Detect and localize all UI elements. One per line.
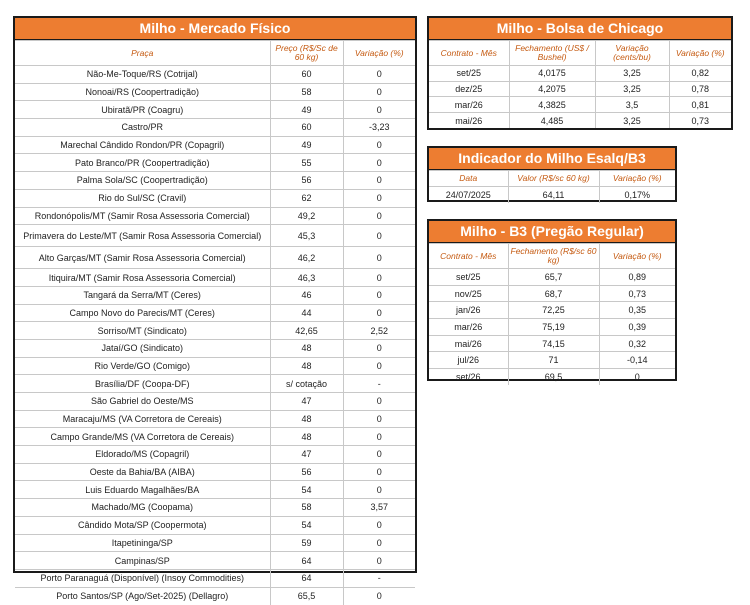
variacao-cell: 0,35: [599, 302, 675, 319]
preco-cell: 44: [270, 304, 343, 322]
bolsa-chicago-table: [427, 16, 733, 130]
contrato-cell: mar/26: [429, 319, 508, 336]
preco-cell: 56: [270, 463, 343, 481]
praca-cell: Pato Branco/PR (Coopertradição): [15, 154, 270, 172]
variacao-cents-cell: 3,25: [595, 81, 669, 97]
preco-cell: 60: [270, 66, 343, 84]
praca-cell: Brasília/DF (Coopa-DF): [15, 375, 270, 393]
contrato-cell: mai/26: [429, 113, 509, 129]
praca-cell: Sorriso/MT (Sindicato): [15, 322, 270, 340]
preco-cell: 46: [270, 286, 343, 304]
variacao-cell: 0: [343, 136, 415, 154]
variacao-pct-cell: 0,78: [669, 81, 731, 97]
variacao-cell: 0: [343, 446, 415, 464]
preco-cell: 65,5: [270, 587, 343, 605]
table-row: [15, 119, 415, 137]
fechamento-cell: 68,7: [508, 285, 599, 302]
preco-cell: 49: [270, 136, 343, 154]
fechamento-cell: 4,3825: [509, 97, 595, 113]
praca-cell: Oeste da Bahia/BA (AIBA): [15, 463, 270, 481]
header-variacao: Variação (%): [599, 244, 675, 269]
contrato-cell: dez/25: [429, 81, 509, 97]
fechamento-cell: 4,485: [509, 113, 595, 129]
fechamento-cell: 4,2075: [509, 81, 595, 97]
variacao-cell: 0,73: [599, 285, 675, 302]
variacao-cell: 2,52: [343, 322, 415, 340]
praca-cell: Rio Verde/GO (Comigo): [15, 357, 270, 375]
header-row: [15, 41, 415, 66]
praca-cell: Não-Me-Toque/RS (Cotrijal): [15, 66, 270, 84]
preco-cell: 46,3: [270, 269, 343, 287]
table-row: [15, 499, 415, 517]
praca-cell: Jataí/GO (Sindicato): [15, 339, 270, 357]
variacao-cell: 0,32: [599, 335, 675, 352]
praca-cell: Primavera do Leste/MT (Samir Rosa Assessoria Comercial): [15, 225, 270, 247]
table-row: [15, 189, 415, 207]
preco-cell: 49: [270, 101, 343, 119]
table-row: [15, 101, 415, 119]
variacao-cell: 3,57: [343, 499, 415, 517]
variacao-cell: 0: [343, 101, 415, 119]
praca-cell: Cândido Mota/SP (Coopermota): [15, 516, 270, 534]
preco-cell: 45,3: [270, 225, 343, 247]
table-row: [429, 66, 731, 82]
variacao-cell: 0: [343, 66, 415, 84]
contrato-cell: jan/26: [429, 302, 508, 319]
praca-cell: Maracaju/MS (VA Corretora de Cereais): [15, 410, 270, 428]
table-row: [15, 534, 415, 552]
table-row: [429, 285, 675, 302]
header-row: [429, 171, 675, 187]
fechamento-cell: 4,0175: [509, 66, 595, 82]
header-variacao: Variação (%): [343, 41, 415, 66]
variacao-cell: 0: [343, 225, 415, 247]
preco-cell: 42,65: [270, 322, 343, 340]
table-row: [15, 83, 415, 101]
header-variacao-pct: Variação (%): [669, 41, 731, 66]
praca-cell: Palma Sola/SC (Coopertradição): [15, 172, 270, 190]
fechamento-cell: 75,19: [508, 319, 599, 336]
contrato-cell: set/26: [429, 369, 508, 386]
table-row: [15, 269, 415, 287]
variacao-cell: 0: [343, 428, 415, 446]
preco-cell: s/ cotação: [270, 375, 343, 393]
praca-cell: Luis Eduardo Magalhães/BA: [15, 481, 270, 499]
praca-cell: Marechal Cândido Rondon/PR (Copagril): [15, 136, 270, 154]
header-row: [429, 244, 675, 269]
table-row: [429, 187, 675, 203]
variacao-pct-cell: 0,81: [669, 97, 731, 113]
praca-cell: Porto Paranaguá (Disponível) (Insoy Commodities): [15, 569, 270, 587]
variacao-cell: 0: [599, 369, 675, 386]
variacao-cell: 0: [343, 481, 415, 499]
variacao-cell: 0,89: [599, 269, 675, 286]
preco-cell: 48: [270, 357, 343, 375]
praca-cell: Campo Novo do Parecis/MT (Ceres): [15, 304, 270, 322]
contrato-cell: set/25: [429, 269, 508, 286]
variacao-cell: 0: [343, 83, 415, 101]
table-row: [15, 339, 415, 357]
praca-cell: Tangará da Serra/MT (Ceres): [15, 286, 270, 304]
table-row: [15, 516, 415, 534]
table-row: [15, 569, 415, 587]
praca-cell: Rondonópolis/MT (Samir Rosa Assessoria Comercial): [15, 207, 270, 225]
b3-pregao-table: [427, 219, 677, 381]
preco-cell: 54: [270, 481, 343, 499]
header-fechamento: Fechamento (R$/sc 60 kg): [508, 244, 599, 269]
contrato-cell: mai/26: [429, 335, 508, 352]
table-row: [15, 375, 415, 393]
variacao-cell: 0,17%: [599, 187, 675, 203]
variacao-cell: 0: [343, 587, 415, 605]
praca-cell: Itapetininga/SP: [15, 534, 270, 552]
praca-cell: Alto Garças/MT (Samir Rosa Assessoria Comercial): [15, 247, 270, 269]
fechamento-cell: 65,7: [508, 269, 599, 286]
table-row: [15, 172, 415, 190]
praca-cell: São Gabriel do Oeste/MS: [15, 393, 270, 411]
praca-cell: Machado/MG (Coopama): [15, 499, 270, 517]
praca-cell: Nonoai/RS (Coopertradição): [15, 83, 270, 101]
contrato-cell: set/25: [429, 66, 509, 82]
table-row: [15, 357, 415, 375]
variacao-cents-cell: 3,25: [595, 66, 669, 82]
fechamento-cell: 69,5: [508, 369, 599, 386]
variacao-cell: 0: [343, 172, 415, 190]
preco-cell: 48: [270, 339, 343, 357]
table-row: [15, 446, 415, 464]
variacao-cell: -3,23: [343, 119, 415, 137]
table-row: [15, 66, 415, 84]
variacao-cell: 0: [343, 552, 415, 570]
variacao-cell: 0,39: [599, 319, 675, 336]
header-row: [429, 41, 731, 66]
variacao-cell: -: [343, 375, 415, 393]
header-fechamento: Fechamento (US$ / Bushel): [509, 41, 595, 66]
table-row: [15, 393, 415, 411]
preco-cell: 60: [270, 119, 343, 137]
data-cell: 24/07/2025: [429, 187, 508, 203]
praca-cell: Campinas/SP: [15, 552, 270, 570]
table-row: [15, 552, 415, 570]
variacao-cell: 0: [343, 339, 415, 357]
variacao-cell: 0: [343, 516, 415, 534]
variacao-cell: 0: [343, 410, 415, 428]
contrato-cell: mar/26: [429, 97, 509, 113]
variacao-pct-cell: 0,73: [669, 113, 731, 129]
table-row: [429, 335, 675, 352]
variacao-cell: 0: [343, 534, 415, 552]
preco-cell: 64: [270, 569, 343, 587]
variacao-cell: 0: [343, 286, 415, 304]
praca-cell: Itiquira/MT (Samir Rosa Assessoria Comercial): [15, 269, 270, 287]
variacao-cell: 0: [343, 154, 415, 172]
variacao-cents-cell: 3,25: [595, 113, 669, 129]
table-row: [429, 369, 675, 386]
preco-cell: 56: [270, 172, 343, 190]
variacao-pct-cell: 0,82: [669, 66, 731, 82]
table-row: [15, 587, 415, 605]
preco-cell: 58: [270, 83, 343, 101]
table-row: [429, 319, 675, 336]
table-row: [15, 428, 415, 446]
table-row: [429, 113, 731, 129]
header-contrato: Contrato - Mês: [429, 41, 509, 66]
table-row: [429, 81, 731, 97]
table-row: [15, 463, 415, 481]
variacao-cents-cell: 3,5: [595, 97, 669, 113]
valor-cell: 64,11: [508, 187, 599, 203]
praca-cell: Castro/PR: [15, 119, 270, 137]
fechamento-cell: 72,25: [508, 302, 599, 319]
table-row: [429, 269, 675, 286]
variacao-cell: 0: [343, 269, 415, 287]
table-row: [15, 481, 415, 499]
preco-cell: 47: [270, 446, 343, 464]
table-row: [429, 302, 675, 319]
praca-cell: Campo Grande/MS (VA Corretora de Cereais): [15, 428, 270, 446]
praca-cell: Ubiratã/PR (Coagru): [15, 101, 270, 119]
variacao-cell: -: [343, 569, 415, 587]
contrato-cell: jul/26: [429, 352, 508, 369]
preco-cell: 62: [270, 189, 343, 207]
b3-pregao-title: Milho - B3 (Pregão Regular): [429, 221, 675, 243]
variacao-cell: 0: [343, 463, 415, 481]
preco-cell: 49,2: [270, 207, 343, 225]
praca-cell: Porto Santos/SP (Ago/Set-2025) (Dellagro): [15, 587, 270, 605]
table-row: [429, 97, 731, 113]
variacao-cell: 0: [343, 189, 415, 207]
preco-cell: 47: [270, 393, 343, 411]
variacao-cell: 0: [343, 393, 415, 411]
header-data: Data: [429, 171, 508, 187]
preco-cell: 64: [270, 552, 343, 570]
mercado-fisico-title: Milho - Mercado Físico: [15, 18, 415, 40]
praca-cell: Rio do Sul/SC (Cravil): [15, 189, 270, 207]
variacao-cell: 0: [343, 247, 415, 269]
table-row: [15, 154, 415, 172]
variacao-cell: 0: [343, 207, 415, 225]
praca-cell: Eldorado/MS (Copagril): [15, 446, 270, 464]
fechamento-cell: 74,15: [508, 335, 599, 352]
header-preco: Preço (R$/Sc de 60 kg): [270, 41, 343, 66]
header-contrato: Contrato - Mês: [429, 244, 508, 269]
preco-cell: 58: [270, 499, 343, 517]
header-valor: Valor (R$/sc 60 kg): [508, 171, 599, 187]
table-row: [15, 207, 415, 225]
table-row: [15, 136, 415, 154]
preco-cell: 55: [270, 154, 343, 172]
table-row: [429, 352, 675, 369]
table-row: [15, 304, 415, 322]
fechamento-cell: 71: [508, 352, 599, 369]
table-row: [15, 247, 415, 269]
table-row: [15, 410, 415, 428]
preco-cell: 46,2: [270, 247, 343, 269]
header-variacao: Variação (%): [599, 171, 675, 187]
mercado-fisico-table: [13, 16, 417, 602]
table-row: [15, 322, 415, 340]
variacao-cell: 0: [343, 357, 415, 375]
table-row: [15, 225, 415, 247]
header-praca: Praça: [15, 41, 270, 66]
table-row: [15, 286, 415, 304]
preco-cell: 59: [270, 534, 343, 552]
preco-cell: 48: [270, 428, 343, 446]
preco-cell: 48: [270, 410, 343, 428]
contrato-cell: nov/25: [429, 285, 508, 302]
variacao-cell: 0: [343, 304, 415, 322]
indicador-esalq-title: Indicador do Milho Esalq/B3: [429, 148, 675, 170]
bolsa-chicago-title: Milho - Bolsa de Chicago: [429, 18, 731, 40]
variacao-cell: -0,14: [599, 352, 675, 369]
header-variacao-cents: Variação (cents/bu): [595, 41, 669, 66]
preco-cell: 54: [270, 516, 343, 534]
indicador-esalq-table: [427, 146, 677, 202]
